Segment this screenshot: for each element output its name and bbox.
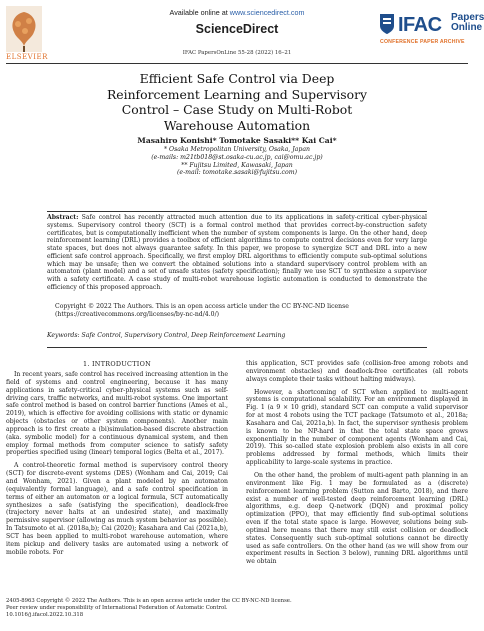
- journal-reference: IFAC PapersOnLine 55-28 (2022) 16–21: [182, 50, 292, 56]
- ifac-conference-archive: CONFERENCE PAPER ARCHIVE: [380, 39, 465, 45]
- header-divider: [6, 63, 468, 64]
- paragraph: In recent years, safe control has received increasing attention in the field of systems and control engineering, because it has many applications in safety-critical cyber-physical systems such as self-driving cars, traffic networks, and multi-robot systems. One important safe control method is based on control barrier functions (Ames et al., 2019), which is effective for avoiding collisions with static or dynamic objects (obstacles or other system components). Another main approach is to first create a (bi)simulation-based discrete abstraction (aka. symbolic model) for a continuous dynamical system, and then employ formal methods from computer science to satisfy safety properties specified using (linear) temporal logics (Belta et al., 2017).: [6, 371, 228, 457]
- author-list: Masahiro Konishi* Tomotake Sasaki** Kai Cai*: [137, 136, 337, 145]
- keywords: Keywords: Safe Control, Supervisory Control, Deep Reinforcement Learning: [47, 332, 286, 339]
- publisher-logo-text: ELSEVIER: [6, 53, 48, 61]
- sciencedirect-wordmark: ScienceDirect: [195, 22, 279, 36]
- available-prefix: Available online at: [169, 8, 230, 17]
- ifac-logo-text: IFAC: [398, 14, 442, 36]
- copyright-notice: Copyright © 2022 The Authors. This is an open access article under the CC BY-NC-ND license (https://creativecommons.org/licenses/by-nc-nd/4.0/): [55, 303, 425, 318]
- paper-title: Efficient Safe Control via Deep Reinforcement Learning and Supervisory Control – Case Study on Multi-Robot Warehouse Automation: [106, 71, 368, 133]
- ifac-logo: [376, 6, 484, 52]
- section-heading: 1. INTRODUCTION: [82, 360, 152, 368]
- paragraph: A control-theoretic formal method is supervisory control theory (SCT) for discrete-event systems (DES) (Wonham and Cai, 2019; Cai and Wonham, 2021). Given a plant modeled by an automaton (equivalently formal language), and a safe control specification in terms of either an automaton or a logical formula, SCT automatically synthesizes a safe (satisfying the specification), deadlock-free (trajectory never halts at an undesired state), and maximally permissive supervisor (allowing as much system behavior as possible). In Tatsumoto et al. (2018a,b); Cai (2020); Kasahara and Cai (2021a,b), SCT has been applied to multi-robot warehouse automation, where item pickup and delivery tasks are automated using a network of mobile robots. For: [6, 462, 228, 556]
- page-footer: 2405-8963 Copyright © 2022 The Authors. This is an open access article under the CC BY-NC-ND license. Peer review under responsibility of International Federation of Automatic Control. 10.1016/j.ifacol.2022.10.318: [6, 598, 426, 619]
- paragraph: this application, SCT provides safe (collision-free among robots and environment obstacles) and deadlock-free certificates (all robots always complete their tasks without halting midways).: [246, 360, 468, 383]
- ifac-emblem-icon: [378, 12, 396, 36]
- journal-header: [0, 0, 484, 66]
- abstract-text: Safe control has recently attracted much attention due to its applications in safety-critical cyber-physical systems. Supervisory control theory (SCT) is a formal control method that provides correct-by-construction safety certificates, but is computationally inefficient when the number of system components is large. On the other hand, deep reinforcement learning (DRL) provides a toolbox of efficient algorithms to compute control decisions even for very large state spaces, but does not always guarantee safety. In this paper, we propose to synergize SCT and DRL into a new efficient safe control approach. Specifically, we first employ DRL algorithms to efficiently compute sub-optimal solutions which may be unsafe; then we convert the obtained solutions into a standard supervisory control problem with an automaton (plant model) and a set of unsafe states (safety specification); finally we use SCT to synthesize a supervisor with a safety certificate. A case study of multi-robot warehouse logistic automation is conducted to demonstrate the efficiency of this proposed approach.: [47, 214, 427, 291]
- ifac-papers-online: Papers Online: [451, 12, 484, 33]
- right-column: [246, 360, 468, 571]
- paragraph: On the other hand, the problem of multi-agent path planning in an environment like Fig. 1 may be formulated as a (discrete) reinforcement learning problem (Sutton and Barto, 2018), and there exist a number of well-tested deep reinforcement learning (DRL) algorithms, e.g. deep Q-network (DQN) and proximal policy optimization (PPO), that may efficiently find sub-optimal solutions even if the total state space is large. However, solutions being sub-optimal here means that there may still exist collision or deadlock states. Consequently such sub-optimal solutions cannot be directly used as safe controllers. On the other hand (as we will show from our experiment results in Section 3 below), running DRL algorithms until we obtain: [246, 471, 468, 566]
- abstract-label: Abstract:: [47, 214, 79, 221]
- sciencedirect-link[interactable]: www.sciencedirect.com: [229, 8, 305, 17]
- affiliations: * Osaka Metropolitan University, Osaka, Japan (e-mails: m21tb018@st.osaka-cu.ac.jp, cai@omu.ac.jp) ** Fujitsu Limited, Kawasaki, Japan (e-mail: tomotake.sasaki@fujitsu.com): [151, 146, 323, 177]
- abstract: [47, 214, 427, 292]
- paragraph: However, a shortcoming of SCT when applied to multi-agent systems is computational scalability. For an environment displayed in Fig. 1 (a 9 × 10 grid), standard SCT can compute a valid supervisor for at most 4 robots using the TCT package (Tatsumoto et al., 2018a; Kasahara and Cai, 2021a,b). In fact, the supervisor synthesis problem is known to be NP-hard in that the total state space grows exponentially in the number of component agents (Wonham and Cai, 2019). This so-called state explosion problem also exists in all core problems addressed by formal methods, which limits their applicability to large-scale systems in practice.: [246, 388, 468, 467]
- license-link[interactable]: (https://creativecommons.org/licenses/by-nc-nd/4.0/): [55, 310, 220, 318]
- doi[interactable]: 10.1016/j.ifacol.2022.10.318: [6, 612, 84, 618]
- left-column: [6, 371, 228, 561]
